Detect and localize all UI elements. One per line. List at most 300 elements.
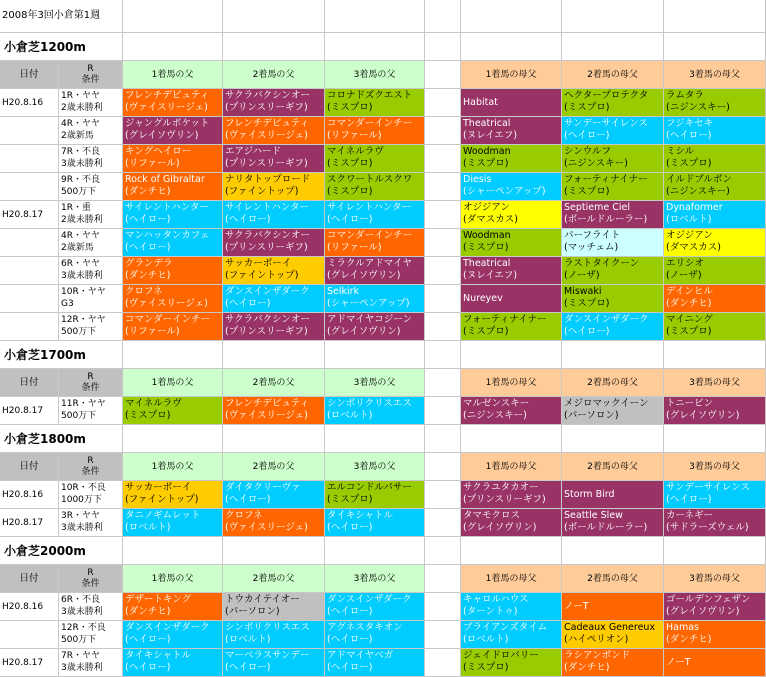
date-cell[interactable]	[0, 145, 59, 173]
dam-sire_3-header[interactable]	[664, 369, 766, 397]
race-cell[interactable]	[59, 117, 123, 145]
dam-sire-3-cell[interactable]	[664, 593, 766, 621]
date-header-label: 日付	[19, 376, 39, 388]
condition-line: 2歳新馬	[61, 243, 94, 253]
horse-name: Septieme Ciel	[564, 202, 630, 213]
empty-cell[interactable]	[325, 33, 425, 61]
empty-cell[interactable]	[123, 537, 223, 565]
horse-name: ミラクルアドマイヤ	[327, 258, 413, 269]
dam-sire_3-header[interactable]	[664, 565, 766, 593]
empty-cell[interactable]	[325, 425, 425, 453]
sire-3-cell[interactable]	[325, 173, 425, 201]
sire-line-name: (ヘイロー)	[327, 606, 373, 617]
horse-name: シンボリクリスエス	[327, 398, 412, 409]
empty-cell[interactable]	[123, 0, 223, 33]
sire-3-cell[interactable]	[325, 285, 425, 313]
date-header[interactable]	[0, 453, 59, 481]
race-header-top: R	[87, 567, 94, 578]
dam-sire_2-header[interactable]	[562, 565, 664, 593]
horse-name: フレンチデピュティ	[225, 398, 310, 409]
race-cell[interactable]	[59, 481, 123, 509]
horse-name: ナリタトップロード	[225, 174, 311, 185]
race-cell[interactable]	[59, 593, 123, 621]
dam-sire_1-header-label: 1着馬の母父	[485, 461, 537, 472]
race-cell[interactable]	[59, 397, 123, 425]
date-header[interactable]	[0, 565, 59, 593]
empty-cell[interactable]	[425, 89, 461, 117]
dam-sire-1-cell[interactable]	[461, 481, 562, 509]
sire-2-cell[interactable]	[223, 621, 325, 649]
empty-cell[interactable]	[461, 0, 562, 33]
sire-line-name: (ノーザ)	[564, 270, 600, 281]
empty-cell[interactable]	[425, 509, 461, 537]
sire-line-name: (パーソロン)	[225, 606, 280, 617]
sire-line-name: (プリンスリーギフ)	[225, 158, 308, 169]
dam-sire_3-header-label: 3着馬の母父	[689, 573, 740, 584]
condition-line: 500万下	[61, 187, 97, 197]
empty-cell[interactable]	[425, 341, 461, 369]
sire-line-name: (ヌレイエフ)	[463, 130, 518, 141]
date-cell[interactable]	[0, 201, 59, 229]
dam-sire-1-cell[interactable]	[461, 621, 562, 649]
empty-cell[interactable]	[461, 33, 562, 61]
horse-name: パーフライト	[564, 230, 621, 241]
dam-sire_3-header[interactable]	[664, 61, 766, 89]
section-title-text: 小倉芝1200m	[4, 39, 86, 54]
date-header[interactable]	[0, 61, 59, 89]
dam-sire_2-header[interactable]	[562, 61, 664, 89]
sire-3-cell[interactable]	[325, 229, 425, 257]
empty-cell[interactable]	[425, 397, 461, 425]
dam-sire-3-cell[interactable]	[664, 145, 766, 173]
horse-name: アドマイヤコジーン	[327, 314, 413, 325]
empty-cell[interactable]	[325, 537, 425, 565]
dam-sire-3-cell[interactable]	[664, 481, 766, 509]
sire-2-cell[interactable]	[223, 509, 325, 537]
race-line: 10R・不良	[61, 483, 106, 493]
sire-line-name: (ヘイロー)	[666, 130, 712, 141]
horse-name: Selkirk	[327, 286, 360, 297]
horse-name: サッカーボーイ	[125, 482, 192, 493]
horse-name: フォーティナイナー	[463, 314, 547, 325]
race-line: 1R・ヤヤ	[61, 91, 100, 101]
condition-line: 2歳新馬	[61, 131, 94, 141]
empty-cell[interactable]	[664, 341, 766, 369]
race-header-bottom: 条件	[81, 578, 100, 589]
horse-name: Dynaformer	[666, 202, 723, 213]
dam-sire-3-cell[interactable]	[664, 89, 766, 117]
empty-cell[interactable]	[425, 257, 461, 285]
dam-sire-2-cell[interactable]	[562, 593, 664, 621]
sire-3-cell[interactable]	[325, 313, 425, 341]
sire-line-name: (プリンスリーギフ)	[225, 242, 308, 253]
empty-cell[interactable]	[562, 0, 664, 33]
sire-line-name: (サドラーズウェル)	[666, 522, 749, 533]
date-text: H20.8.16	[2, 489, 44, 500]
empty-cell[interactable]	[123, 425, 223, 453]
race-cell[interactable]	[59, 621, 123, 649]
sire-line-name: (ミスプロ)	[327, 102, 373, 113]
horse-name: Diesis	[463, 174, 492, 185]
sire-1-cell[interactable]	[123, 257, 223, 285]
empty-cell[interactable]	[223, 33, 325, 61]
race-cell[interactable]	[59, 285, 123, 313]
empty-cell[interactable]	[223, 0, 325, 33]
horse-name: タイキシャトル	[125, 650, 192, 661]
horse-name: サンデーサイレンス	[564, 118, 648, 129]
race-line: 4R・ヤヤ	[61, 119, 100, 129]
race-cell[interactable]	[59, 201, 123, 229]
horse-name: シンボリクリスエス	[225, 622, 310, 633]
sire-3-cell[interactable]	[325, 481, 425, 509]
dam-sire-3-cell[interactable]	[664, 509, 766, 537]
sire-1-cell[interactable]	[123, 481, 223, 509]
dam-sire_2-header-label: 2着馬の母父	[587, 573, 638, 584]
sire-1-header[interactable]	[123, 369, 223, 397]
condition-line: 500万下	[61, 635, 97, 645]
dam-sire-1-cell[interactable]	[461, 201, 562, 229]
dam-sire_2-header-label: 2着馬の母父	[587, 69, 638, 80]
empty-cell[interactable]	[325, 0, 425, 33]
sire-1-header-label: 1着馬の父	[151, 461, 194, 472]
sire-1-cell[interactable]	[123, 313, 223, 341]
dam-sire_3-header-label: 3着馬の母父	[689, 377, 740, 388]
sire-2-cell[interactable]	[223, 229, 325, 257]
race-header[interactable]	[59, 565, 123, 593]
empty-cell[interactable]	[425, 145, 461, 173]
date-cell[interactable]	[0, 313, 59, 341]
sire-2-cell[interactable]	[223, 313, 325, 341]
empty-cell[interactable]	[461, 537, 562, 565]
sire-line-name: (ヘイロー)	[327, 634, 373, 645]
race-line: 9R・不良	[61, 175, 100, 185]
date-header[interactable]	[0, 369, 59, 397]
sire-line-name: (ロベルト)	[327, 410, 373, 421]
dam-sire_1-header[interactable]	[461, 61, 562, 89]
horse-name: サンデーサイレンス	[666, 482, 750, 493]
dam-sire-1-cell[interactable]	[461, 257, 562, 285]
dam-sire_3-header[interactable]	[664, 453, 766, 481]
sire-3-header[interactable]	[325, 61, 425, 89]
sire-2-cell[interactable]	[223, 201, 325, 229]
empty-cell[interactable]	[562, 341, 664, 369]
dam-sire-2-cell[interactable]	[562, 173, 664, 201]
sire-line-name: (ファイントップ)	[125, 494, 199, 505]
race-header[interactable]	[59, 369, 123, 397]
dam-sire-1-cell[interactable]	[461, 313, 562, 341]
dam-sire_3-header-label: 3着馬の母父	[689, 461, 740, 472]
date-cell[interactable]	[0, 397, 59, 425]
dam-sire_1-header-label: 1着馬の母父	[485, 377, 537, 388]
race-line: 3R・ヤヤ	[61, 511, 100, 521]
horse-name: フレンチデピュティ	[225, 118, 310, 129]
sire-line-name: (ヴァイスリージェ)	[125, 298, 208, 309]
horse-name: コマンダーインチー	[327, 230, 413, 241]
dam-sire-3-cell[interactable]	[664, 117, 766, 145]
section-title[interactable]	[0, 33, 123, 61]
sire-line-name: (ダマスカス)	[666, 242, 721, 253]
sire-2-cell[interactable]	[223, 117, 325, 145]
date-cell[interactable]	[0, 117, 59, 145]
sheet-title[interactable]	[0, 0, 123, 33]
horse-name: Cadeaux Genereux	[564, 622, 656, 633]
empty-cell[interactable]	[664, 537, 766, 565]
condition-line: 3歳未勝利	[61, 663, 103, 673]
sire-1-header[interactable]	[123, 565, 223, 593]
race-header[interactable]	[59, 453, 123, 481]
empty-cell[interactable]	[425, 201, 461, 229]
horse-name: サクラバクシンオー	[225, 314, 310, 325]
sire-3-header[interactable]	[325, 453, 425, 481]
sire-2-header[interactable]	[223, 61, 325, 89]
dam-sire-2-cell[interactable]	[562, 397, 664, 425]
dam-sire-2-cell[interactable]	[562, 229, 664, 257]
horse-name: グランデラ	[125, 258, 173, 269]
empty-cell[interactable]	[425, 173, 461, 201]
dam-sire-3-cell[interactable]	[664, 621, 766, 649]
race-cell[interactable]	[59, 229, 123, 257]
empty-cell[interactable]	[425, 117, 461, 145]
condition-line: 500万下	[61, 411, 97, 421]
sire-1-header[interactable]	[123, 61, 223, 89]
sire-line-name: (グレイソヴリン)	[125, 130, 199, 141]
empty-cell[interactable]	[425, 0, 461, 33]
dam-sire-3-cell[interactable]	[664, 397, 766, 425]
sire-line-name: (ヘイロー)	[327, 214, 373, 225]
sire-3-cell[interactable]	[325, 145, 425, 173]
empty-cell[interactable]	[425, 481, 461, 509]
empty-cell[interactable]	[664, 33, 766, 61]
dam-sire-1-cell[interactable]	[461, 397, 562, 425]
dam-sire-2-cell[interactable]	[562, 89, 664, 117]
dam-sire-1-cell[interactable]	[461, 145, 562, 173]
sire-1-cell[interactable]	[123, 285, 223, 313]
horse-name: トウカイテイオー	[225, 594, 300, 605]
dam-sire_1-header[interactable]	[461, 565, 562, 593]
horse-name: エルコンドルパサー	[327, 482, 412, 493]
empty-cell[interactable]	[425, 425, 461, 453]
sire-2-header[interactable]	[223, 369, 325, 397]
date-cell[interactable]	[0, 229, 59, 257]
dam-sire-2-cell[interactable]	[562, 621, 664, 649]
race-cell[interactable]	[59, 509, 123, 537]
sire-1-cell[interactable]	[123, 201, 223, 229]
sire-3-cell[interactable]	[325, 89, 425, 117]
sire-3-cell[interactable]	[325, 257, 425, 285]
dam-sire-2-cell[interactable]	[562, 257, 664, 285]
date-cell[interactable]	[0, 89, 59, 117]
date-cell[interactable]	[0, 257, 59, 285]
empty-cell[interactable]	[123, 33, 223, 61]
race-cell[interactable]	[59, 89, 123, 117]
date-cell[interactable]	[0, 173, 59, 201]
sire-line-name: (ヘイロー)	[125, 634, 171, 645]
date-text: H20.8.17	[2, 209, 44, 220]
dam-sire_1-header-label: 1着馬の母父	[485, 573, 537, 584]
empty-cell[interactable]	[461, 341, 562, 369]
sire-1-cell[interactable]	[123, 509, 223, 537]
dam-sire-2-cell[interactable]	[562, 509, 664, 537]
sire-1-cell[interactable]	[123, 173, 223, 201]
empty-cell[interactable]	[425, 33, 461, 61]
sire-line-name: (ダンチヒ)	[125, 186, 171, 197]
dam-sire-3-cell[interactable]	[664, 229, 766, 257]
dam-sire_1-header[interactable]	[461, 453, 562, 481]
empty-cell[interactable]	[325, 341, 425, 369]
dam-sire-1-cell[interactable]	[461, 117, 562, 145]
sire-3-cell[interactable]	[325, 593, 425, 621]
date-cell[interactable]	[0, 285, 59, 313]
race-header[interactable]	[59, 61, 123, 89]
dam-sire-1-cell[interactable]	[461, 229, 562, 257]
dam-sire-2-cell[interactable]	[562, 201, 664, 229]
sire-2-cell[interactable]	[223, 257, 325, 285]
sire-line-name: (ロベルト)	[666, 214, 712, 225]
race-cell[interactable]	[59, 145, 123, 173]
date-cell[interactable]	[0, 593, 59, 621]
sire-2-cell[interactable]	[223, 145, 325, 173]
empty-cell[interactable]	[425, 621, 461, 649]
horse-name: サイレントハンター	[125, 202, 210, 213]
sire-2-cell[interactable]	[223, 593, 325, 621]
empty-cell[interactable]	[562, 33, 664, 61]
date-header-label: 日付	[19, 68, 39, 80]
horse-name: キングヘイロー	[125, 146, 192, 157]
condition-line: 3歳未勝利	[61, 159, 103, 169]
dam-sire-3-cell[interactable]	[664, 313, 766, 341]
race-cell[interactable]	[59, 257, 123, 285]
sire-2-cell[interactable]	[223, 173, 325, 201]
empty-cell[interactable]	[425, 285, 461, 313]
empty-cell[interactable]	[425, 453, 461, 481]
sire-1-cell[interactable]	[123, 593, 223, 621]
sire-1-cell[interactable]	[123, 117, 223, 145]
dam-sire-1-cell[interactable]	[461, 285, 562, 313]
race-cell[interactable]	[59, 173, 123, 201]
date-cell[interactable]	[0, 509, 59, 537]
sire-1-cell[interactable]	[123, 89, 223, 117]
sire-line-name: (ロベルト)	[125, 522, 171, 533]
empty-cell[interactable]	[664, 425, 766, 453]
empty-cell[interactable]	[664, 0, 766, 33]
sire-line-name: (ヘイロー)	[327, 522, 373, 533]
sire-1-header[interactable]	[123, 453, 223, 481]
horse-name: サクラバクシンオー	[225, 90, 310, 101]
dam-sire_2-header[interactable]	[562, 453, 664, 481]
sire-3-header[interactable]	[325, 369, 425, 397]
sire-3-header[interactable]	[325, 565, 425, 593]
date-cell[interactable]	[0, 621, 59, 649]
sire-2-header[interactable]	[223, 453, 325, 481]
horse-name: コロナドズクエスト	[327, 90, 413, 101]
sire-1-cell[interactable]	[123, 397, 223, 425]
empty-cell[interactable]	[223, 341, 325, 369]
race-line: 7R・不良	[61, 147, 100, 157]
section-title[interactable]	[0, 425, 123, 453]
sire-line-name: (ヘイロー)	[125, 242, 171, 253]
empty-cell[interactable]	[461, 425, 562, 453]
sire-3-cell[interactable]	[325, 201, 425, 229]
sire-2-cell[interactable]	[223, 481, 325, 509]
empty-cell[interactable]	[425, 565, 461, 593]
race-line: 6R・不良	[61, 595, 100, 605]
dam-sire_1-header[interactable]	[461, 369, 562, 397]
sire-2-cell[interactable]	[223, 285, 325, 313]
dam-sire-1-cell[interactable]	[461, 173, 562, 201]
empty-cell[interactable]	[425, 593, 461, 621]
horse-name: ミシル	[666, 146, 695, 157]
dam-sire-2-cell[interactable]	[562, 313, 664, 341]
sire-3-cell[interactable]	[325, 397, 425, 425]
horse-name: エリシオ	[666, 258, 705, 269]
dam-sire-2-cell[interactable]	[562, 117, 664, 145]
horse-name: フジキセキ	[666, 118, 714, 129]
sire-2-cell[interactable]	[223, 89, 325, 117]
dam-sire-2-cell[interactable]	[562, 481, 664, 509]
sire-line-name: (ダンチヒ)	[666, 298, 712, 309]
sire-2-header[interactable]	[223, 565, 325, 593]
section-title-text: 小倉芝1800m	[4, 431, 86, 446]
empty-cell[interactable]	[223, 425, 325, 453]
empty-cell[interactable]	[123, 341, 223, 369]
sire-3-cell[interactable]	[325, 117, 425, 145]
sire-line-name: (ヴァイスリージェ)	[225, 130, 308, 141]
horse-name: サイレントハンター	[327, 202, 412, 213]
date-text: H20.8.17	[2, 517, 44, 528]
sire-line-name: (ダンチヒ)	[125, 606, 171, 617]
empty-cell[interactable]	[562, 425, 664, 453]
dam-sire_2-header[interactable]	[562, 369, 664, 397]
empty-cell[interactable]	[562, 537, 664, 565]
sire-line-name: (リファール)	[125, 158, 180, 169]
sire-line-name: (プリンスリーギフ)	[225, 102, 308, 113]
section-title[interactable]	[0, 341, 123, 369]
empty-cell[interactable]	[425, 537, 461, 565]
sire-line-name: (ヘイロー)	[666, 494, 712, 505]
dam-sire-3-cell[interactable]	[664, 285, 766, 313]
sire-1-cell[interactable]	[123, 145, 223, 173]
dam-sire-1-cell[interactable]	[461, 509, 562, 537]
dam-sire-2-cell[interactable]	[562, 285, 664, 313]
race-cell[interactable]	[59, 313, 123, 341]
dam-sire-3-cell[interactable]	[664, 173, 766, 201]
dam-sire-1-cell[interactable]	[461, 593, 562, 621]
race-header-top: R	[87, 371, 94, 382]
empty-cell[interactable]	[425, 229, 461, 257]
empty-cell[interactable]	[425, 369, 461, 397]
dam-sire-3-cell[interactable]	[664, 257, 766, 285]
section-title-text: 小倉芝2000m	[4, 543, 86, 558]
sire-1-cell[interactable]	[123, 229, 223, 257]
sire-2-cell[interactable]	[223, 397, 325, 425]
sheet-title-text: 2008年3回小倉第1週	[2, 10, 101, 21]
sire-line-name: (グレイソヴリン)	[666, 606, 740, 617]
section-title[interactable]	[0, 537, 123, 565]
empty-cell[interactable]	[425, 313, 461, 341]
sire-3-cell[interactable]	[325, 621, 425, 649]
sire-1-cell[interactable]	[123, 621, 223, 649]
dam-sire-2-cell[interactable]	[562, 145, 664, 173]
date-cell[interactable]	[0, 481, 59, 509]
dam-sire-3-cell[interactable]	[664, 201, 766, 229]
empty-cell[interactable]	[425, 61, 461, 89]
horse-name: マーベラスサンデー	[225, 650, 310, 661]
horse-name: ヘクタープロテクタ	[564, 90, 649, 101]
empty-cell[interactable]	[223, 537, 325, 565]
horse-name: ノーT	[564, 600, 589, 612]
dam-sire-1-cell[interactable]	[461, 89, 562, 117]
sire-3-cell[interactable]	[325, 509, 425, 537]
